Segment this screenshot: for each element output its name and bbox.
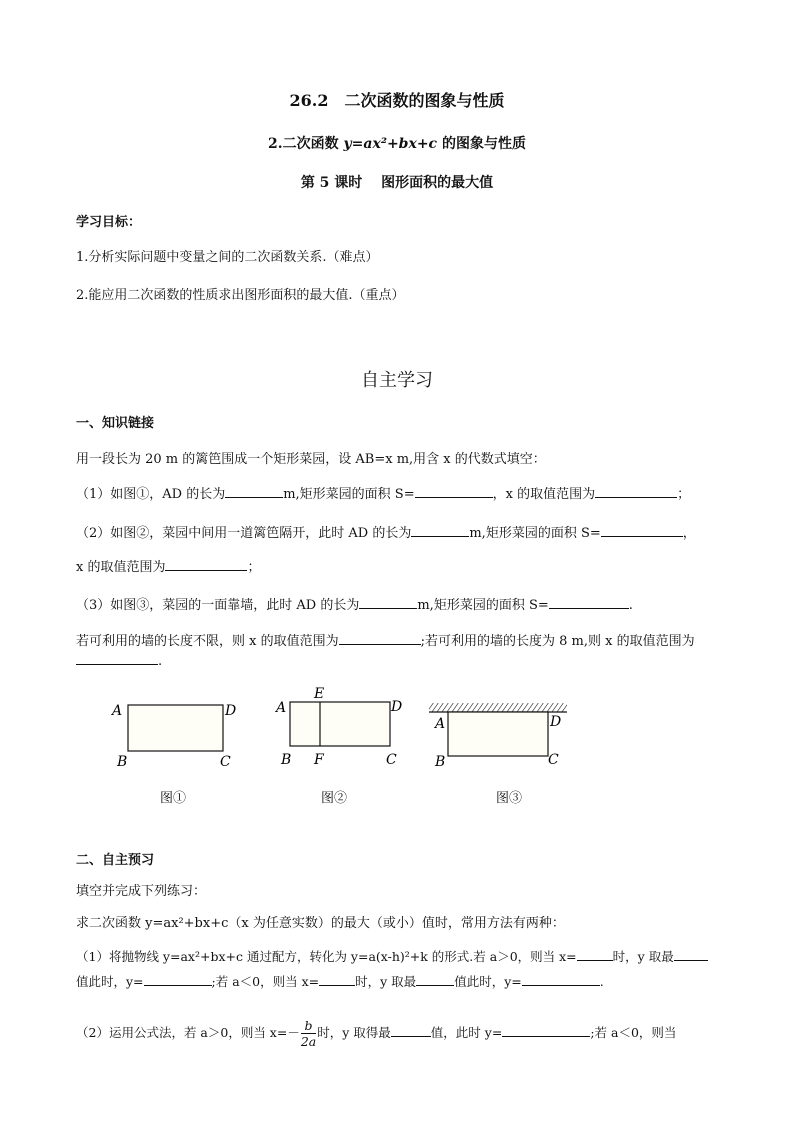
q2-text-c: ， bbox=[682, 526, 696, 541]
fig1-label-d: D bbox=[225, 703, 237, 719]
part1-heading: 一、知识链接 bbox=[76, 416, 155, 431]
r2-text-b: 时，y 取得最 bbox=[317, 1025, 391, 1040]
answer-blank[interactable] bbox=[416, 973, 454, 986]
r1-text-f: 值此时，y= bbox=[454, 974, 522, 989]
answer-blank[interactable] bbox=[549, 596, 629, 609]
question-4 bbox=[76, 630, 695, 649]
question-3 bbox=[76, 594, 633, 613]
fig1-label-a: A bbox=[112, 703, 123, 719]
q2-text-d: x 的取值范围为 bbox=[76, 560, 166, 575]
q3-text-c: . bbox=[628, 598, 633, 613]
q3-text-a: （3）如图③，菜园的一面靠墙，此时 AD 的长为 bbox=[76, 598, 360, 613]
goal-2: 2.能应用二次函数的性质求出图形面积的最大值.（重点） bbox=[76, 288, 405, 303]
problem-intro: 用一段长为 20 m 的篱笆围成一个矩形菜园，设 AB=x m,用含 x 的代数式填空： bbox=[76, 452, 546, 467]
r2-text-c: 值，此时 y= bbox=[430, 1025, 503, 1040]
figure-3 bbox=[425, 700, 575, 775]
goals-heading: 学习目标： bbox=[76, 215, 142, 230]
r1-text-d: ;若 a＜0，则当 x= bbox=[211, 974, 320, 989]
q2-text-e: ； bbox=[247, 560, 261, 575]
question-4-cont bbox=[76, 652, 162, 669]
fig3-label-c: C bbox=[548, 752, 559, 768]
fig2-label-b: B bbox=[281, 752, 292, 768]
q4-text-a: 若可利用的墙的长度不限，则 x 的取值范围为 bbox=[76, 634, 339, 649]
q4-text-b: ;若可利用的墙的长度为 8 m,则 x 的取值范围为 bbox=[420, 634, 695, 649]
subtitle bbox=[0, 133, 794, 153]
r1-text-g: . bbox=[599, 974, 604, 989]
question-1 bbox=[76, 483, 690, 502]
q1-text-d: ； bbox=[677, 487, 691, 502]
method-intro: 求二次函数 y=ax²+bx+c（x 为任意实数）的最大（或小）值时，常用方法有两种： bbox=[76, 916, 565, 931]
fig2-label-f: F bbox=[314, 752, 324, 768]
answer-blank[interactable] bbox=[319, 973, 355, 986]
question-2 bbox=[76, 522, 696, 541]
q3-text-b: m,矩形菜园的面积 S= bbox=[417, 598, 549, 613]
figure-2 bbox=[270, 684, 410, 774]
answer-blank[interactable] bbox=[359, 596, 417, 609]
goal-1: 1.分析实际问题中变量之间的二次函数关系.（难点） bbox=[76, 250, 379, 265]
fig1-rectangle bbox=[128, 705, 223, 751]
answer-blank[interactable] bbox=[601, 524, 683, 537]
answer-blank[interactable] bbox=[577, 948, 613, 961]
fraction-b-over-2a bbox=[301, 1018, 316, 1049]
part2-heading: 二、自主预习 bbox=[76, 853, 155, 868]
fig3-label-d: D bbox=[550, 714, 562, 730]
fig2-label-c: C bbox=[386, 752, 397, 768]
answer-blank[interactable] bbox=[415, 485, 493, 498]
figure-3-caption: 图③ bbox=[496, 791, 523, 806]
fig3-rectangle bbox=[448, 712, 548, 756]
r1-text-e: 时，y 取最 bbox=[355, 974, 417, 989]
answer-blank[interactable] bbox=[595, 485, 677, 498]
q2-text-a: （2）如图②，菜园中间用一道篱笆隔开，此时 AD 的长为 bbox=[76, 526, 412, 541]
answer-blank[interactable] bbox=[391, 1024, 431, 1037]
instruction: 填空并完成下列练习： bbox=[76, 884, 207, 899]
answer-blank[interactable] bbox=[165, 558, 247, 571]
section-title: 自主学习 bbox=[361, 370, 433, 391]
figure-2-caption: 图② bbox=[321, 791, 348, 806]
method-1-cont bbox=[76, 972, 604, 990]
fraction-denominator: 2a bbox=[300, 1034, 317, 1049]
fig2-label-a: A bbox=[276, 700, 287, 716]
fig2-label-e: E bbox=[314, 686, 325, 702]
q2-text-b: m,矩形菜园的面积 S= bbox=[469, 526, 601, 541]
question-2-cont bbox=[76, 556, 260, 575]
fig3-label-a: A bbox=[435, 716, 446, 732]
q1-text-c: ，x 的取值范围为 bbox=[492, 487, 596, 502]
q1-text-b: m,矩形菜园的面积 S= bbox=[283, 487, 415, 502]
q1-text-a: （1）如图①，AD 的长为 bbox=[76, 487, 226, 502]
answer-blank[interactable] bbox=[225, 485, 283, 498]
answer-blank[interactable] bbox=[411, 524, 469, 537]
subtitle-pre: 2.二次函数 bbox=[268, 136, 344, 152]
subtitle-post: 的图象与性质 bbox=[437, 136, 526, 152]
answer-blank[interactable] bbox=[502, 1024, 590, 1037]
answer-blank[interactable] bbox=[522, 973, 600, 986]
q4-text-c: . bbox=[158, 654, 163, 669]
fig1-label-b: B bbox=[117, 754, 128, 770]
answer-blank[interactable] bbox=[144, 973, 212, 986]
lesson-title: 第 5 课时 图形面积的最大值 bbox=[300, 175, 494, 191]
page-title: 26.2 二次函数的图象与性质 bbox=[289, 91, 505, 110]
figure-1-caption: 图① bbox=[160, 791, 187, 806]
answer-blank[interactable] bbox=[76, 652, 158, 665]
fig2-rectangle bbox=[290, 702, 390, 746]
r2-text-a: （2）运用公式法，若 a＞0，则当 x=－ bbox=[76, 1025, 300, 1040]
fig1-label-c: C bbox=[220, 754, 231, 770]
fig3-label-b: B bbox=[435, 754, 446, 770]
r1-text-c: 值此时，y= bbox=[76, 974, 144, 989]
method-2 bbox=[76, 1018, 676, 1049]
fig2-label-d: D bbox=[391, 699, 403, 715]
fraction-numerator: b bbox=[301, 1018, 316, 1034]
r1-text-b: 时，y 取最 bbox=[612, 949, 674, 964]
answer-blank[interactable] bbox=[674, 948, 708, 961]
r1-text-a: （1）将抛物线 y=ax²+bx+c 通过配方，转化为 y=a(x-h)²+k 的形式.若 a＞0，则当 x= bbox=[76, 949, 577, 964]
method-1 bbox=[76, 947, 708, 965]
r2-text-d: ;若 a＜0，则当 bbox=[590, 1025, 677, 1040]
figure-1 bbox=[108, 694, 248, 774]
answer-blank[interactable] bbox=[339, 632, 421, 645]
subtitle-function: y=ax²+bx+c bbox=[343, 136, 438, 152]
fig3-wall-hatch bbox=[429, 703, 567, 712]
